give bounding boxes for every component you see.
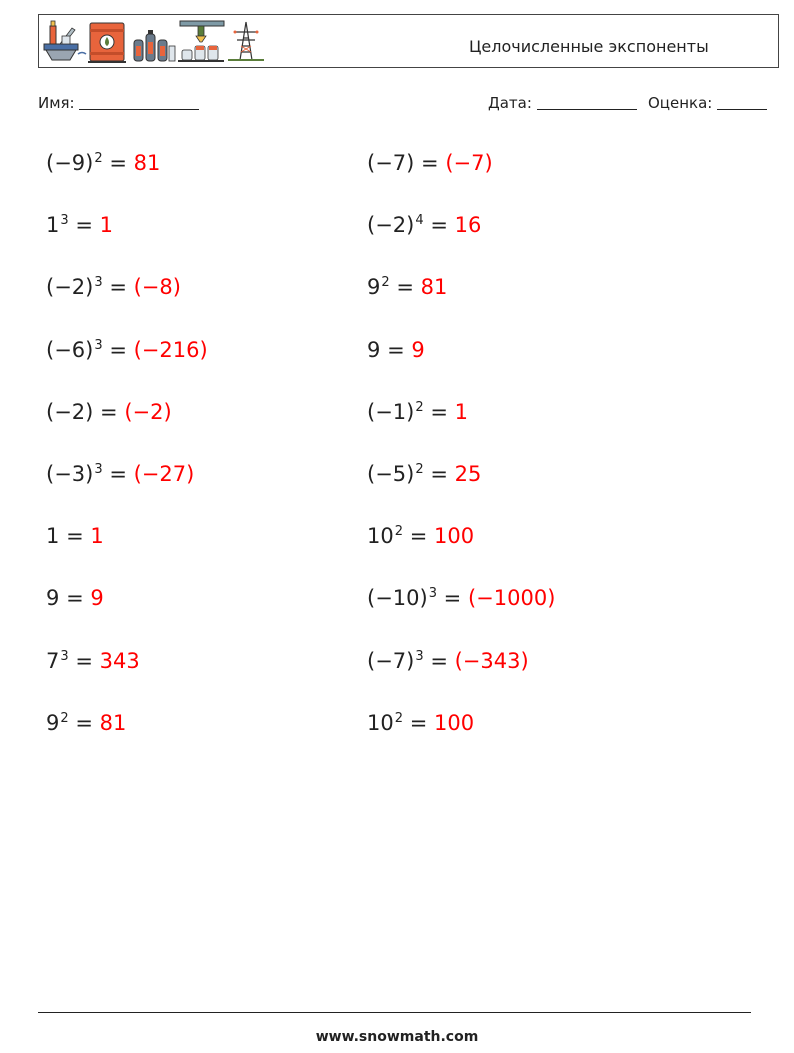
problem-exponent: 2 <box>415 399 424 415</box>
equals-sign: = <box>66 524 84 549</box>
equals-sign: = <box>75 648 93 673</box>
problem-answer: 343 <box>99 648 140 673</box>
problem-answer: 81 <box>420 275 448 300</box>
equals-sign: = <box>75 710 93 735</box>
problem-item <box>46 274 181 300</box>
equals-sign: = <box>409 524 428 549</box>
problem-answer: 81 <box>133 151 161 175</box>
problem-exponent: 3 <box>415 648 424 664</box>
oil-rig-icon <box>44 21 86 60</box>
power-tower-icon <box>228 22 264 60</box>
problem-item <box>46 523 104 549</box>
problem-item <box>367 648 529 674</box>
oil-barrel-icon <box>88 23 126 63</box>
gas-cylinders-icon <box>134 30 175 61</box>
problem-exponent: 2 <box>415 462 424 477</box>
problem-item <box>367 585 555 611</box>
equals-sign: = <box>430 399 448 424</box>
problem-answer: (−2) <box>124 399 172 424</box>
oil-refinery-icon <box>178 21 224 62</box>
problem-answer: 100 <box>434 710 475 735</box>
problem-base: 9 <box>46 710 60 735</box>
equals-sign: = <box>75 213 93 238</box>
problem-answer: (−27) <box>133 462 195 486</box>
problem-base: 1 <box>46 524 60 549</box>
problem-exponent: 2 <box>394 524 404 540</box>
problem-item <box>46 710 126 736</box>
problem-item <box>367 461 481 487</box>
equals-sign: = <box>66 586 84 611</box>
problem-base: (−2) <box>46 275 94 300</box>
problem-exponent: 3 <box>428 586 437 602</box>
problem-item <box>367 337 425 363</box>
problem-answer: 100 <box>434 524 475 549</box>
equals-sign: = <box>100 399 118 424</box>
equals-sign: = <box>109 151 127 175</box>
equals-sign: = <box>421 151 439 175</box>
equals-sign: = <box>409 710 428 735</box>
problem-base: (−9) <box>46 151 94 175</box>
problem-item <box>46 399 172 425</box>
problem-item <box>367 212 481 238</box>
problem-base: 9 <box>367 337 381 362</box>
name-blank <box>79 95 199 110</box>
equals-sign: = <box>443 586 462 611</box>
equals-sign: = <box>109 275 127 300</box>
problem-exponent: 2 <box>381 275 390 291</box>
problem-answer: 81 <box>99 710 127 735</box>
footer-divider <box>38 1012 751 1013</box>
header-icons <box>42 18 268 64</box>
problem-item <box>46 585 104 611</box>
date-blank <box>537 95 637 110</box>
problem-answer: 1 <box>454 399 468 424</box>
equals-sign: = <box>396 275 414 300</box>
problem-answer: 1 <box>90 524 104 549</box>
name-label: Имя: <box>38 94 75 112</box>
score-blank <box>717 95 767 110</box>
problem-exponent: 4 <box>415 213 424 229</box>
problem-base: 9 <box>46 586 60 611</box>
problem-base: (−7) <box>367 151 415 175</box>
equals-sign: = <box>109 462 127 486</box>
problem-answer: 9 <box>90 586 104 611</box>
problem-base: (−1) <box>367 399 415 424</box>
problem-base: (−10) <box>367 586 428 611</box>
problem-exponent: 2 <box>60 710 69 726</box>
problem-answer: (−1000) <box>467 586 556 611</box>
problem-item <box>367 399 468 425</box>
problem-base: 7 <box>46 648 60 673</box>
score-field <box>648 94 767 112</box>
score-label: Оценка: <box>648 94 713 112</box>
problem-item <box>46 337 208 363</box>
problem-item <box>367 274 447 300</box>
equals-sign: = <box>109 337 127 362</box>
problem-item <box>46 150 160 176</box>
name-field <box>38 94 199 112</box>
date-field <box>488 94 637 112</box>
problem-exponent: 3 <box>94 275 103 291</box>
problem-item <box>46 212 113 238</box>
problem-base: 9 <box>367 275 381 300</box>
worksheet-title: Целочисленные экспоненты <box>469 37 709 56</box>
problem-base: (−2) <box>46 399 94 424</box>
equals-sign: = <box>430 462 448 486</box>
problem-base: (−3) <box>46 462 94 486</box>
problem-base: (−6) <box>46 337 94 362</box>
problem-exponent: 3 <box>94 462 103 477</box>
problem-item <box>367 710 474 736</box>
problem-exponent: 2 <box>394 710 404 726</box>
problem-answer: (−343) <box>454 648 529 673</box>
date-label: Дата: <box>488 94 532 112</box>
problem-answer: 16 <box>454 213 482 238</box>
problem-item <box>367 150 493 176</box>
problem-answer: 25 <box>454 462 482 486</box>
problem-answer: (−7) <box>445 151 493 175</box>
equals-sign: = <box>387 337 405 362</box>
problem-exponent: 2 <box>94 151 103 166</box>
problem-base: (−2) <box>367 213 415 238</box>
problem-answer: (−216) <box>133 337 208 362</box>
problem-base: 10 <box>367 710 394 735</box>
problem-item <box>367 523 474 549</box>
problem-answer: (−8) <box>133 275 181 300</box>
problem-answer: 9 <box>411 337 425 362</box>
equals-sign: = <box>430 213 448 238</box>
problem-exponent: 3 <box>60 648 69 664</box>
problem-answer: 1 <box>99 213 114 238</box>
problem-base: 10 <box>367 524 394 549</box>
problem-base: 1 <box>46 213 60 238</box>
equals-sign: = <box>430 648 448 673</box>
footer-url: www.snowmath.com <box>315 1029 479 1045</box>
problem-base: (−5) <box>367 462 415 486</box>
problem-base: (−7) <box>367 648 415 673</box>
problem-exponent: 3 <box>94 337 103 353</box>
problem-exponent: 3 <box>60 213 69 229</box>
worksheet-header <box>38 14 779 68</box>
problem-item <box>46 461 194 487</box>
problem-item <box>46 648 140 674</box>
